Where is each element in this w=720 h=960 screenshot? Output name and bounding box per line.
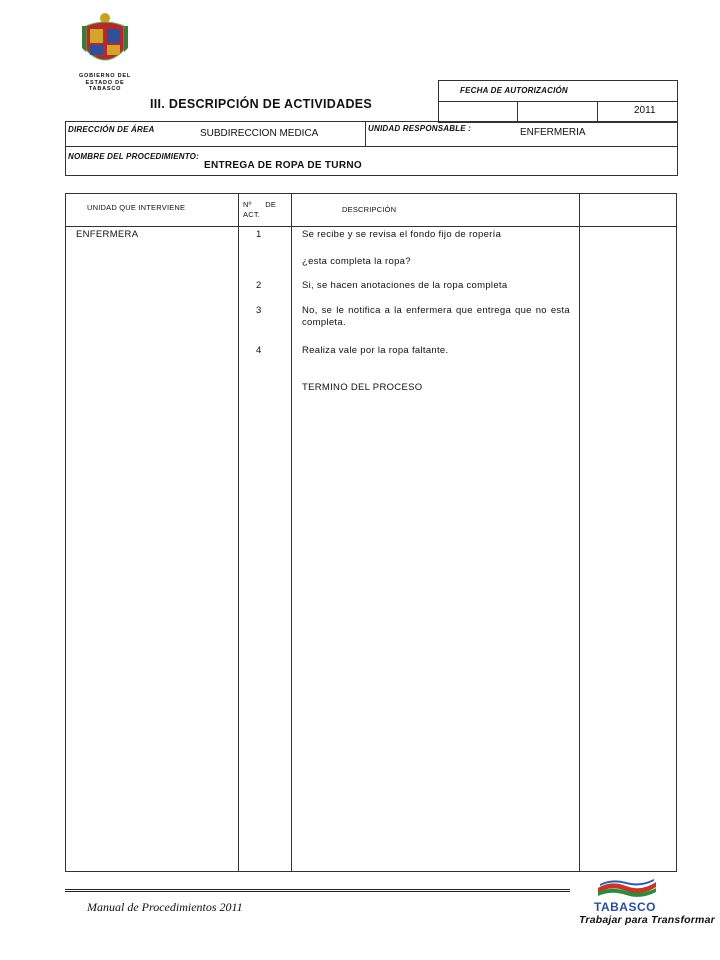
activity-description: TERMINO DEL PROCESO [302, 382, 423, 393]
unit-value: ENFERMERIA [520, 127, 586, 138]
activity-description: No, se le notifica a la enfermera que entrega que no esta completa. [302, 305, 570, 328]
activity-number: 1 [256, 229, 262, 240]
tabasco-logo [596, 878, 658, 900]
procedure-box [65, 146, 678, 176]
authorization-year: 2011 [634, 105, 656, 116]
government-caption: GOBIERNO DEL ESTADO DE TABASCO [78, 73, 132, 92]
tabasco-logo-text: TABASCO [594, 900, 656, 914]
procedure-label: NOMBRE DEL PROCEDIMIENTO: [68, 152, 199, 161]
activity-description: Si, se hacen anotaciones de la ropa completa [302, 280, 508, 291]
activity-description: Realiza vale por la ropa faltante. [302, 345, 449, 356]
activity-number: 4 [256, 345, 262, 356]
unit-label: UNIDAD RESPONSABLE : [368, 124, 472, 133]
activity-description: Se recibe y se revisa el fondo fijo de ropería [302, 229, 502, 240]
procedure-value: ENTREGA DE ROPA DE TURNO [204, 160, 362, 171]
activities-table [65, 193, 677, 872]
activity-number: 3 [256, 305, 262, 316]
footer-slogan: Trabajar para Transformar [579, 914, 715, 926]
section-title: III. DESCRIPCIÓN DE ACTIVIDADES [150, 97, 373, 111]
column-header-number: Nº DE ACT. [243, 200, 277, 219]
area-label: DIRECCIÓN DE ÁREA [68, 125, 155, 134]
activity-description: ¿esta completa la ropa? [302, 256, 411, 267]
footer-manual: Manual de Procedimientos 2011 [87, 900, 243, 914]
column-header-description: DESCRIPCIÓN [342, 205, 397, 214]
area-value: SUBDIRECCION MEDICA [200, 128, 319, 139]
footer-rule [65, 889, 570, 892]
column-header-unit: UNIDAD QUE INTERVIENE [87, 203, 186, 212]
coat-of-arms-logo [78, 12, 132, 72]
unit-cell: ENFERMERA [76, 229, 139, 240]
authorization-label: FECHA DE AUTORIZACIÓN [460, 86, 568, 95]
activity-number: 2 [256, 280, 262, 291]
